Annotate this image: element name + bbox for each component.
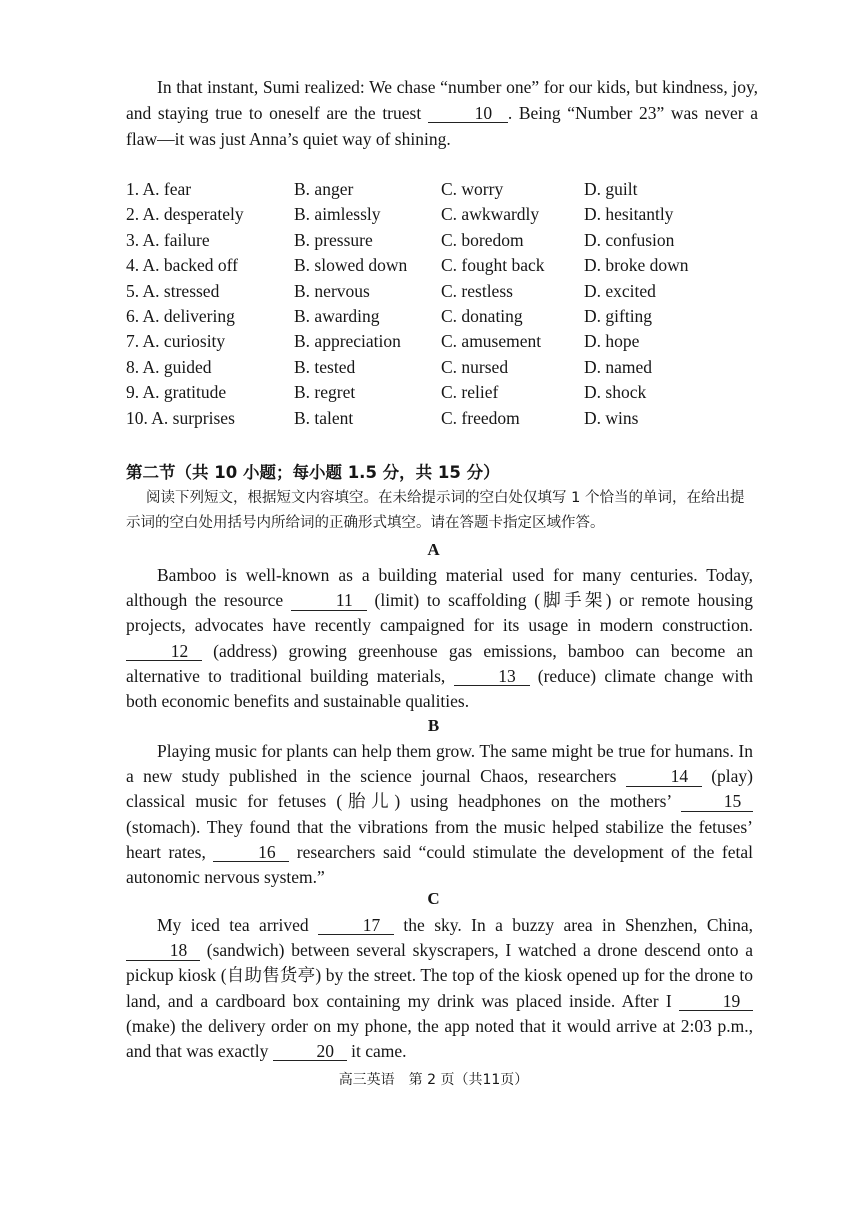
option-row — [126, 355, 766, 380]
option-row — [126, 253, 766, 278]
option-row — [126, 304, 766, 329]
option-choice[interactable]: B. aimlessly — [294, 204, 381, 225]
passage-b-label: B — [427, 716, 440, 735]
blank-19[interactable]: 19 — [679, 992, 753, 1011]
option-choice[interactable]: D. named — [584, 356, 653, 377]
option-choice[interactable]: B. appreciation — [294, 331, 401, 352]
blank-10[interactable]: 10 — [428, 104, 508, 123]
section-instructions — [126, 486, 754, 536]
instructions-text: 阅读下列短文，根据短文内容填空。在未给提示词的空白处仅填写 1 个恰当的单词，在给出提示词的空白处用括号内所给词的正确形式填空。请在答题卡指定区域作答。 — [126, 490, 745, 531]
passage-b-text-3: (stomach). They found that the vibrations from the music helped stabilize the fetuses’ heart rates, — [126, 816, 753, 862]
option-choice[interactable]: 5. A. stressed — [126, 280, 220, 301]
option-choice[interactable]: D. hope — [584, 331, 640, 352]
intro-paragraph — [126, 74, 758, 152]
option-row — [126, 177, 766, 202]
option-choice[interactable]: D. confusion — [584, 229, 675, 250]
passage-c — [126, 913, 753, 1064]
options-list — [126, 177, 766, 431]
option-choice[interactable]: C. awkwardly — [441, 204, 540, 225]
option-choice[interactable]: C. boredom — [441, 229, 524, 250]
passage-c-text-2: the sky. In a buzzy area in Shenzhen, China, — [394, 915, 754, 935]
option-choice[interactable]: B. talent — [294, 407, 354, 428]
blank-13[interactable]: 13 — [454, 667, 530, 686]
option-choice[interactable]: B. slowed down — [294, 255, 408, 276]
option-choice[interactable]: C. freedom — [441, 407, 520, 428]
option-row — [126, 228, 766, 253]
passage-c-text-3: (sandwich) between several skyscrapers, I watched a drone descend onto a pickup kiosk (自助售货亭) by the street. The top of the kiosk opened up for the drone to land, and a cardboard box containing my drink was placed inside. After I — [126, 940, 753, 1011]
option-choice[interactable]: B. anger — [294, 179, 354, 199]
blank-11[interactable]: 11 — [291, 591, 367, 610]
option-choice[interactable]: 4. A. backed off — [126, 255, 238, 276]
option-choice[interactable]: 7. A. curiosity — [126, 331, 226, 352]
option-choice[interactable]: B. nervous — [294, 280, 370, 301]
passage-c-label: C — [427, 889, 440, 908]
option-choice[interactable]: B. awarding — [294, 305, 380, 326]
passage-a — [126, 563, 753, 714]
passage-a-text-1: Bamboo is well-known as a building material used for many centuries. Today, although the resource — [126, 565, 753, 611]
option-choice[interactable]: D. broke down — [584, 255, 689, 276]
option-choice[interactable]: C. nursed — [441, 356, 509, 377]
blank-18[interactable]: 18 — [126, 941, 200, 960]
passage-a-label: A — [427, 540, 440, 559]
option-choice[interactable]: D. hesitantly — [584, 204, 674, 225]
passage-b-text-4: researchers said “could stimulate the development of the fetal autonomic nervous system.” — [126, 841, 754, 888]
blank-15[interactable]: 15 — [681, 792, 753, 811]
option-row — [126, 329, 766, 354]
option-choice[interactable]: 2. A. desperately — [126, 204, 244, 225]
option-choice[interactable]: C. relief — [441, 382, 499, 403]
section-heading: 第二节（共 10 小题；每小题 1.5 分，共 15 分） — [126, 463, 500, 482]
blank-16[interactable]: 16 — [213, 843, 289, 862]
option-row — [126, 202, 766, 227]
page-footer: 高三英语 第 2 页（共11页） — [338, 1072, 529, 1088]
option-row — [126, 380, 766, 405]
option-choice[interactable]: 8. A. guided — [126, 356, 212, 377]
blank-12[interactable]: 12 — [126, 642, 202, 661]
option-choice[interactable]: 1. A. fear — [126, 179, 192, 199]
passage-a-text-2: (limit) to scaffolding (脚手架) or remote housing projects, advocates have recently campaigned for its usage in modern construction. — [126, 590, 754, 636]
passage-c-text-5: it came. — [346, 1041, 407, 1062]
option-choice[interactable]: C. fought back — [441, 255, 545, 276]
blank-14[interactable]: 14 — [626, 767, 702, 786]
option-choice[interactable]: 6. A. delivering — [126, 305, 235, 326]
option-choice[interactable]: D. gifting — [584, 305, 653, 326]
intro-text-1: In that instant, Sumi realized: We chase “number one” for our kids, but kindness, joy, and staying true to oneself are the truest — [126, 77, 758, 123]
passage-b — [126, 739, 753, 890]
option-choice[interactable]: 9. A. gratitude — [126, 382, 227, 403]
option-choice[interactable]: B. pressure — [294, 229, 373, 250]
blank-17[interactable]: 17 — [318, 916, 394, 935]
option-choice[interactable]: D. excited — [584, 280, 656, 301]
option-choice[interactable]: D. guilt — [584, 179, 638, 199]
passage-b-text-1: Playing music for plants can help them grow. The same might be true for humans. In a new study published in the science journal Chaos, researchers — [126, 741, 753, 787]
option-choice[interactable]: C. amusement — [441, 331, 542, 352]
option-row — [126, 406, 766, 431]
option-choice[interactable]: 3. A. failure — [126, 229, 210, 250]
option-row — [126, 279, 766, 304]
option-choice[interactable]: 10. A. surprises — [126, 407, 235, 428]
passage-b-text-2: (play) classical music for fetuses (胎儿) using headphones on the mothers’ — [126, 766, 754, 812]
option-choice[interactable]: D. shock — [584, 382, 647, 403]
option-choice[interactable]: C. worry — [441, 179, 504, 199]
option-choice[interactable]: C. donating — [441, 305, 523, 326]
passage-c-text-4: (make) the delivery order on my phone, the app noted that it would arrive at 2:03 p.m., and that was exactly — [126, 1015, 753, 1062]
intro-text-2: . Being “Number 23” was never a flaw—it was just Anna’s quiet way of shining. — [126, 103, 758, 149]
passage-c-text-1: My iced tea arrived — [157, 915, 319, 935]
option-choice[interactable]: D. wins — [584, 407, 639, 428]
passage-a-text-3: (address) growing greenhouse gas emissions, bamboo can become an alternative to traditional building materials, — [126, 640, 753, 686]
option-choice[interactable]: B. regret — [294, 382, 356, 403]
option-choice[interactable]: B. tested — [294, 356, 356, 377]
option-choice[interactable]: C. restless — [441, 280, 513, 301]
blank-20[interactable]: 20 — [273, 1042, 347, 1061]
passage-a-text-4: (reduce) climate change with both economic benefits and sustainable qualities. — [126, 665, 753, 712]
